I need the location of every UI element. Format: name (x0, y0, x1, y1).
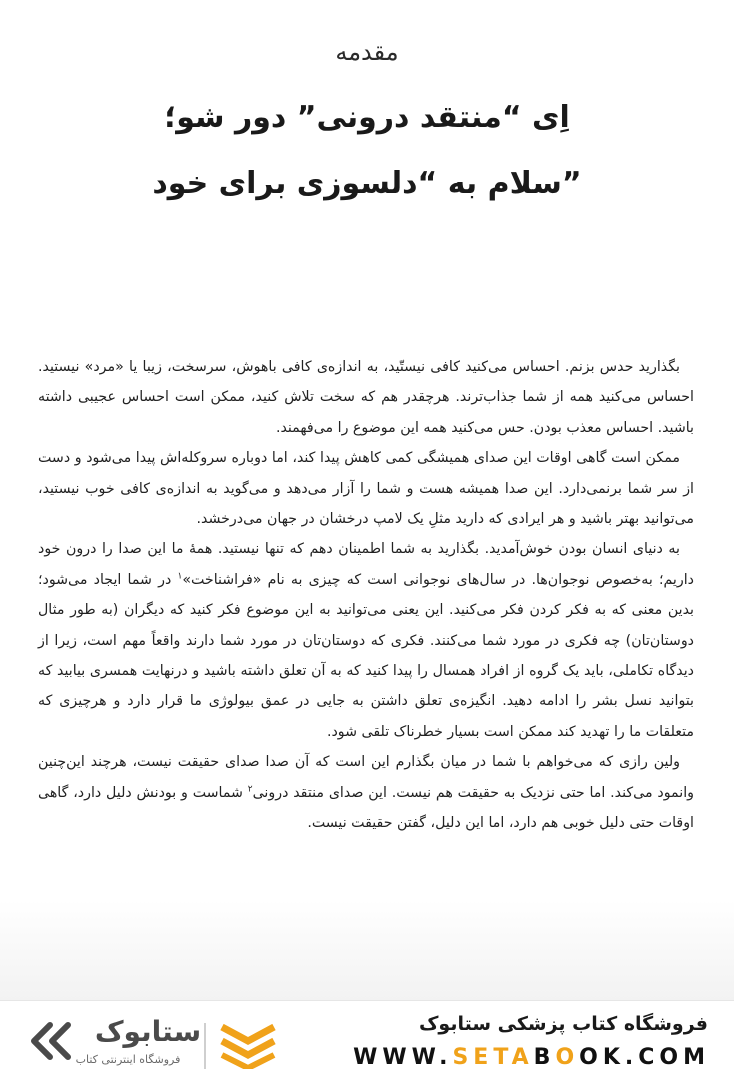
logo-subtitle: فروشگاه اینترنتی کتاب (75, 1053, 181, 1066)
page-bottom-fade (0, 900, 734, 1000)
paragraph-4 (38, 747, 694, 838)
url-prefix: WWW. (353, 1045, 453, 1070)
chapter-kicker: مقدمه (335, 38, 399, 66)
body-text (38, 352, 694, 839)
url-highlight-1: SETA (452, 1045, 534, 1070)
paragraph-3-start: به دنیای انسان بودن خوش‌آمدید. بگذارید به شما اطمینان دهم که تنها نیستید. همهٔ ما این صدا را درون خود داریم؛ به‌خصوص نوجوان‌ها. در سال‌های نوجوانی است که چیزی به نام «فراشناخت» (38, 541, 694, 588)
paragraph-4-rest: شماست و بودنش دلیل دارد، گاهی اوقات حتی دلیل خوبی هم دارد، اما این دلیل، گفتن حقیقت نیست. (38, 784, 694, 832)
url-suffix: OK.COM (579, 1045, 710, 1070)
paragraph-2: ممکن است گاهی اوقات این صدای همیشگی کمی کاهش پیدا کند، اما دوباره سروکله‌اش پیدا می‌شود و دست از سر شما برنمی‌دارد. این صدا همیشه هست و شما را آزار می‌دهد و می‌گوید به اندازه‌ی کافی خوب نیستید، می‌توانید بهتر باشید و هر ایرادی که دارید مثلِ یک لامپ درخشان در جهان می‌درخشد. (38, 450, 694, 528)
footnote-ref-2[interactable]: ۲ (247, 783, 253, 794)
store-url-link[interactable] (353, 1045, 710, 1070)
logo-wordmark: ستابوک (94, 1015, 202, 1048)
chapter-title-line-2: سلام به “دلسوزی برای خود” (152, 166, 582, 201)
footnote-ref-1[interactable]: ۱ (177, 571, 183, 582)
store-name: فروشگاه کتاب پزشکی ستابوک (418, 1013, 708, 1035)
store-footer (0, 1000, 734, 1081)
url-mid: B (533, 1045, 556, 1070)
paragraph-1: بگذارید حدس بزنم. احساس می‌کنید کافی نیستّید، به اندازه‌ی کافی باهوش، سرسخت، زیبا یا «مرد» نیستید. احساس می‌کنید همه از شما جذاب‌ترند. هرچقدر هم که سخت تلاش کنید، ممکن است احساس عجیبی داشته باشید. احساس معذب بودن. حس می‌کنید همه این موضوع را می‌فهمند. (38, 359, 694, 436)
url-highlight-2: O (555, 1045, 580, 1070)
chapter-title-line-1: اِی “منتقد درونی” دور شو؛ (164, 100, 570, 135)
logo-layers-icon (218, 1019, 278, 1069)
paragraph-3 (38, 534, 694, 747)
paragraph-3-rest: در شما ایجاد می‌شود؛ بدین معنی که به فکر کردن فکر می‌کنید. این یعنی می‌توانید به این موضوع فکر کنید که دیگران (به طور مثال دوستان‌تان) چه فکری در مورد شما می‌کنند. فکری که دوستان‌تان در مورد شما دارند واقعاً مهم است، زیرا از دیدگاه تکاملی، باید یک گروه از افراد همسال را پیدا کنید که به آن تعلق داشته باشید و درنهایت همسری بیابید که بتوانید نسل بشر را ادامه دهید. انگیزه‌ی تعلق داشتن به جایی در عمق بیولوژی ما قرار دارد و هرچیزی که متعلقات ما را تهدید کند ممکن است بسیار خطرناک تلقی شود. (38, 571, 694, 740)
store-logo[interactable] (28, 1015, 288, 1071)
paragraph-4-start: ولین رازی که می‌خواهم با شما در میان بگذارم این است که آن صدا صدای حقیقت نیست، هرچند این‌چنین وانمود می‌کند. اما حتی نزدیک به حقیقت هم نیست. این صدای منتقد درونی (38, 754, 694, 801)
logo-divider (204, 1023, 206, 1069)
